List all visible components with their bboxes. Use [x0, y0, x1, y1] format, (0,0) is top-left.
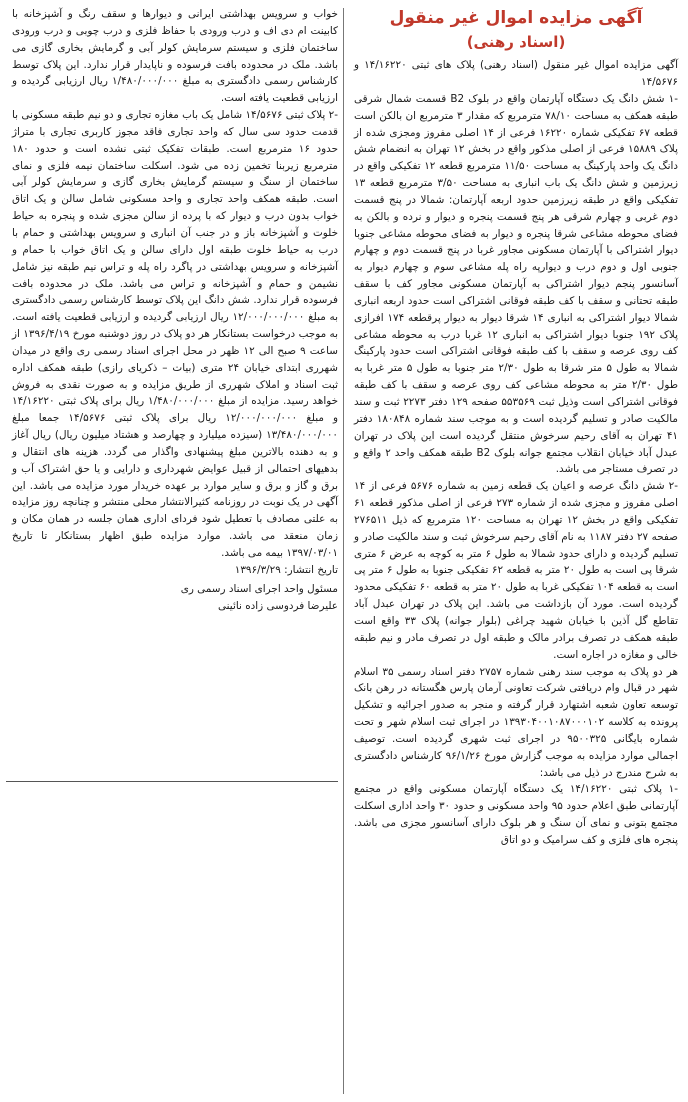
notice-subtitle: (اسناد رهنی)	[466, 32, 566, 51]
notice-intro: آگهی مزایده اموال غیر منقول (اسناد رهنی) پلاک های ثبتی ۱۴/۱۶۲۲۰ و ۱۴/۵۶۷۶	[354, 59, 678, 88]
signature-block	[12, 581, 338, 615]
appraisal-one-continued: خواب و سرویس بهداشتی ایرانی و دیوارها و سقف رنگ و آشپزخانه با کابینت ام دی اف و درب ورودی با حفاظ فلزی و درب چوبی و درب ورودی ساختمان فلزی و سیستم سرمایش کولر آبی و گرمایش بخاری گازی می باشد. ملک در محدوده بافت فرسوده و ناپایدار قرار ندارد. این پلاک توسط کارشناس رسمی دادگستری به مبلغ ۱/۴۸۰/۰۰۰/۰۰۰ ریال ارزیابی گردیده و ارزیابی قطعیت یافته است.	[12, 8, 338, 105]
column-divider	[343, 8, 344, 1094]
mortgage-details: هر دو پلاک به موجب سند رهنی شماره ۲۷۵۷ دفتر اسناد رسمی ۳۵ اسلام شهر در قبال وام دریافتی شرکت تعاونی آرمان پارس هگستانه در رهن بانک توسعه تعاون شعبه اشتهارد قرار گرفته و منجر به صدور اجرائیه و تشکیل پرونده به کلاسه ۱۳۹۳۰۴۰۰۱۰۸۷۰۰۰۱۰۲ در اجرای ثبت اسلام شهر و تحت شماره بایگانی ۹۵۰۰۳۲۵ در اجرای ثبت شهری گردیده است. توصیف اجمالی موارد مزایده به موجب گزارش مورخ ۹۶/۱/۲۶ کارشناس دادگستری به شرح مندرج در ذیل می باشد:	[354, 665, 679, 779]
publication-date: تاریخ انتشار: ۱۳۹۶/۳/۲۹	[234, 563, 338, 576]
signature-title: مسئول واحد اجرای اسناد رسمی ری	[180, 582, 338, 595]
property-two-description: -۲ شش دانگ عرصه و اعیان یک قطعه زمین به شماره ۵۶۷۶ فرعی از ۱۴ اصلی مفروز و مجزی شده از شماره ۲۷۳ فرعی از اصلی مذکور قطعه ۶۱ تفکیکی واقع در بخش ۱۲ تهران به مساحت ۱۲۰ مترمربع که ذیل ۲۷۶۵۱۱ صفحه ۲۷ دفتر ۱۱۸۷ به نام آقای رحیم سرخوش ثبت و سند مالکیت صادر و تسلیم گردیده و دارای حدود شمالا به طول ۶ متر به کوچه به عرض ۶ متری شرقا پی است به طول ۲۰ متر به قطعه ۶۲ تفکیکی جنوبا به طول ۶ متر پی است به قطعه ۱۰۴ تفکیکی غربا به طول ۲۰ متر به قطعه ۶۰ تفکیکی محدود گردیده است. مورد آن بازداشت می باشد. این پلاک در تهران عبدل آباد تقاطع گل آذین با خیابان شهید چراغی (بلوار جوانه) پلاک ۳۳ واقع است طبقه همکف در تصرف برادر مالک و طبقه اول در تصرف مادر و نیم طبقه خالی و مغازه در اجاره است.	[354, 480, 679, 661]
appraisal-one-start: -۱ پلاک ثبتی ۱۴/۱۶۲۲۰ یک دستگاه آپارتمان مسکونی واقع در مجتمع آپارتمانی طبق اعلام حدود ۹۵ واحد مسکونی و حدود ۳۰ واحد اداری اسکلت مجتمع بتونی و نمای آن سنگ و هر بلوک دارای آسانسور مجزی می باشد. پنجره های فلزی و کف سرامیک و دو اتاق	[354, 783, 678, 846]
appraisal-two-and-auction-terms: -۲ پلاک ثبتی ۱۴/۵۶۷۶ شامل یک باب مغازه تجاری و دو نیم طبقه مسکونی با قدمت حدود سی سال که واحد تجاری فاقد مجوز کاربری تجاری با متراژ حدود ۱۶ مترمربع است. طبقات تفکیک ثبتی نشده است و حدود ۱۸۰ مترمربع زیربنا تخمین زده می شود. اسکلت ساختمان نیمه فلزی و نمای ساختمان از سنگ و سیستم گرمایش بخاری گازی و سرمایش کولر آبی است. طبقه همکف واحد تجاری و واحد مسکونی شامل سالن و یک اتاق خواب بدون درب و دیوار که با پرده از سالن مجزی شده و پنجره به حیاط خلوت و آشپزخانه باز و در جنب آن انباری و سرویس بهداشتی و حمام با درب به حیاط خلوت طبقه اول دارای سالن و یک اتاق خواب با حمام و آشپزخانه و سرویس بهداشتی در پاگرد راه پله و تراس نیم طبقه نیز شامل نشیمن و حمام و آشپزخانه و تراس می باشد. ملک در محدوده بافت فرسوده قرار ندارد. شش دانگ این پلاک توسط کارشناس رسمی دادگستری به مبلغ ۱۲/۰۰۰/۰۰۰/۰۰۰ ریال ارزیابی گردیده و ارزیابی قطعیت یافته است. به موجب درخواست بستانکار هر دو پلاک در روز دوشنبه مورخ ۱۳۹۶/۴/۱۹ از ساعت ۹ صبح الی ۱۲ ظهر در محل اجرای اسناد رسمی ری واقع در میدان شهرری ابتدای خیابان ۲۴ متری (بیات – ذکریای رازی) طبقه همکف اداره ثبت اسناد و املاک شهرری از طریق مزایده و به صورت نقدی به فروش خواهد رسید. مزایده از مبلغ ۱/۴۸۰/۰۰۰/۰۰۰ ریال برای پلاک ثبتی ۱۴/۱۶۲۲۰ و مبلغ ۱۲/۰۰۰/۰۰۰/۰۰۰ ریال برای پلاک ثبتی ۱۴/۵۶۷۶ جمعا مبلغ ۱۳/۴۸۰/۰۰۰/۰۰۰ (سیزده میلیارد و چهارصد و هشتاد میلیون ریال) ریال آغاز و به دهنده بالاترین مبلغ پیشنهادی واگذار می گردد. هزینه های انتقال و بدهیهای احتمالی از قبیل عوایض شهرداری و دارایی و یا حق اشتراک آب و برق و گاز و برق و سایر موارد بر عهده خریدار مورد مزایده می باشد. این آگهی در یک نوبت در روزنامه کثیرالانتشار محلی منتشر و چنانچه روز مزایده به علتی مصادف با تعطیل شود فردای اداری همان جلسه در همان مکان و زمان منعقد می باشد. موارد مزایده طبق اظهار بستانکار تا تاریخ ۱۳۹۷/۰۳/۰۱ بیمه می باشد.	[12, 109, 339, 559]
signature-name: علیرضا فردوسی زاده نائینی	[218, 599, 338, 612]
notice-title: آگهی مزایده اموال غیر منقول	[389, 8, 643, 28]
left-column	[6, 6, 342, 614]
right-column	[350, 6, 682, 1096]
property-one-description: -۱ شش دانگ یک دستگاه آپارتمان واقع در بلوک B2 قسمت شمال شرقی طبقه همکف به مساحت ۷۸/۱۰ مترمربع که مقدار ۳ مترمربع ان بالکن است قطعه ۶۷ تفکیکی شماره ۱۶۲۲۰ فرعی از ۱۴ اصلی مفروز ومجزی شده از پلاک ۱۵۸۸۹ فرعی از اصلی مذکور واقع در بخش ۱۲ تهران به انضمام شش دانگ یک واحد پارکینگ به مساحت ۱۱/۵۰ مترمربع قطعه ۱۲ تفکیکی واقع در زیرزمین و شش دانگ یک باب انباری به مساحت ۳/۵۰ مترمربع قطعه ۱۳ تفکیکی واقع در طبقه زیرزمین حدود اربعه آپارتمان: شمالا در پنج قسمت دوم غربی و چهارم شرقی هر پنج قسمت پنجره و دیوار و نرده و بالکن به فضای محوطه مشاعی شرقا پنجره و دیوار به فضای محوطه مشاعی جنوبا دیوار اشتراکی با آپارتمان مسکونی مجاور غربا در پنج قسمت دوم و چهارم جنوبی اول و دوم درب و دیوارپه راه پله مشاعی سوم و چهارم دیوار به آسانسور پنجم دیوار اشتراکی به آپارتمان مسکونی مجاور کف با سقف طبقه تحتانی و سقف با کف طبقه فوقانی اشتراکی است حدود اربعه انباری شمالا دیوار اشتراکی به انباری ۱۴ شرقا دیوار به دیوار پرقطعه ۱۷۴ افرازی پلاک ۱۹۲ جنوبا دیوار اشتراکی به انباری ۱۲ غربا درب به محوطه مشاعی کف روی عرصه و سقف با کف طبقه فوقانی اشتراکی است حدود پارکینگ شمالا به طول ۵ متر شرقا به طول ۲/۳۰ متر جنوبا به طول ۵ متر غربا به طول ۲/۳۰ متر به محوطه مشاعی کف روی عرصه و سقف با کف طبقه فوقانی اشتراکی است وذیل ثبت ۵۵۳۵۶۹ صفحه ۱۲۹ دفتر ۲۲۷۳ ثبت و سند مالکیت صادر و تسلیم گردیده است و به موجب سند شماره ۱۸۰۸۴۸ دفتر ۴۱ تهران به آقای رحیم سرخوش منتقل گردیده است این پلاک در تهران عبدل آباد خیابان انقلاب مجتمع جوانه بلوک B2 طبقه همکف واحد ۲ واقع و در تصرف مستاجر می باشد.	[354, 92, 679, 476]
